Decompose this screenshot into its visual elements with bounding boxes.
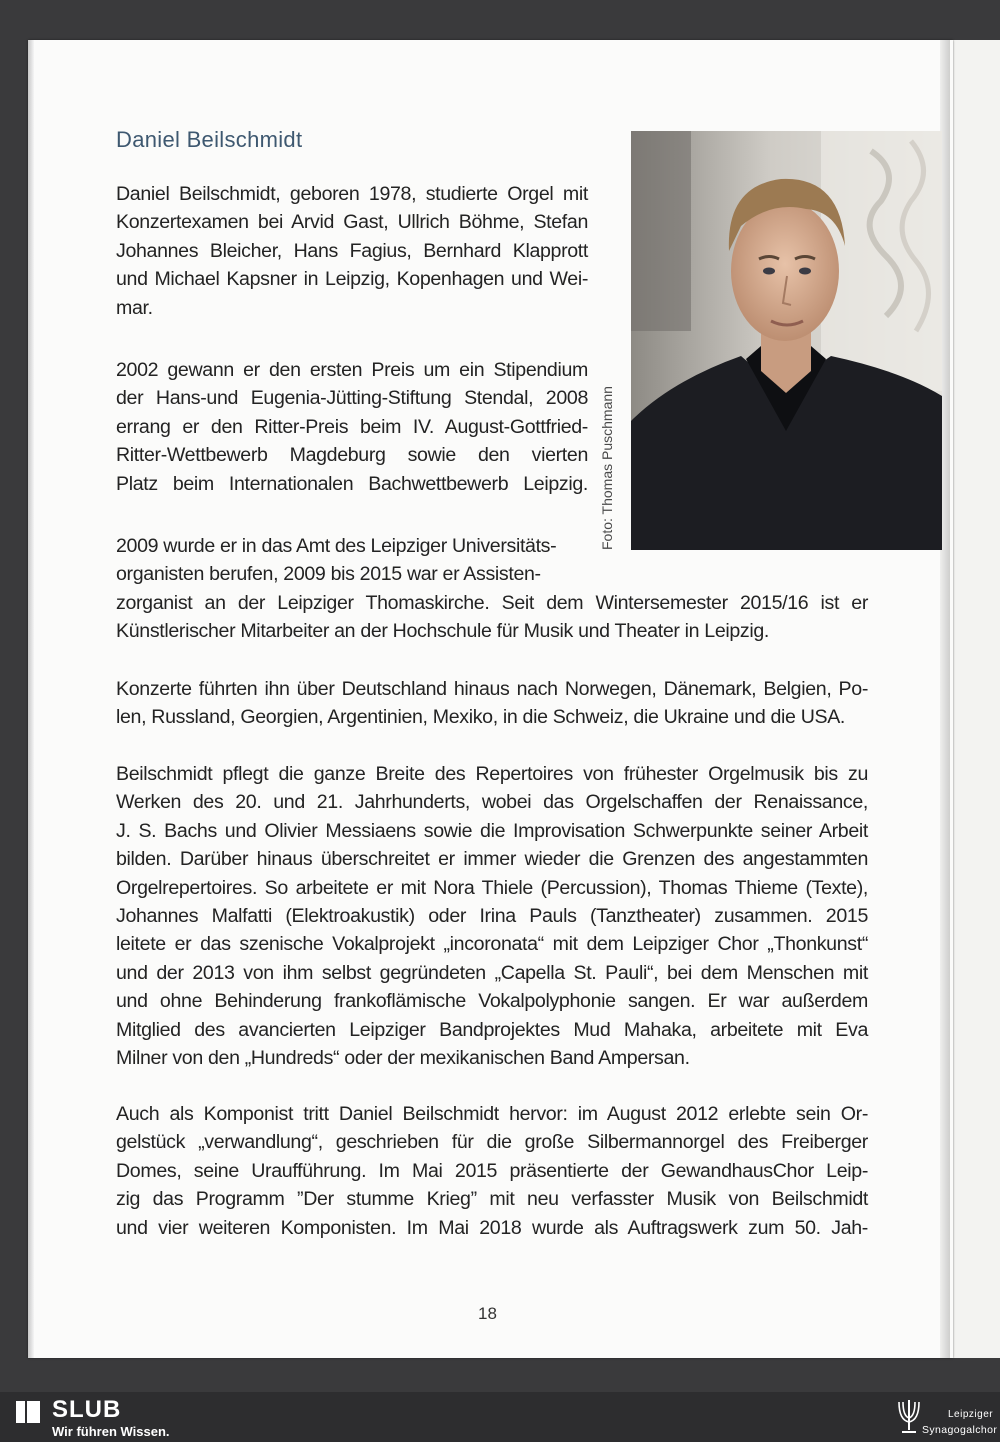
text-line: Werken des 20. und 21. Jahrhunderts, wobei das Orgelschaffen der Renaissance, [116, 791, 868, 814]
slub-tagline: Wir führen Wissen. [52, 1424, 170, 1439]
text-line: mar. [116, 296, 153, 319]
slub-logo-text[interactable]: SLUB [52, 1396, 122, 1423]
text-line: len, Russland, Georgien, Argentinien, Mexiko, in die Schweiz, die Ukraine und die USA. [116, 706, 846, 729]
text-line: Daniel Beilschmidt, geboren 1978, studierte Orgel mit [116, 183, 588, 205]
choir-logo-line1: Leipziger [948, 1409, 994, 1420]
text-line: Künstlerischer Mitarbeiter an der Hochschule für Musik und Theater in Leipzig. [116, 620, 770, 643]
text-line: der Hans-und Eugenia-Jütting-Stiftung Stendal, 2008 [116, 387, 588, 410]
text-line: Konzertexamen bei Arvid Gast, Ullrich Böhme, Stefan [116, 211, 588, 234]
text-line: leitete er das szenische Vokalprojekt „incoronata“ mit dem Leipziger Chor „Thonkunst“ [116, 933, 868, 956]
photo-credit: Foto: Thomas Puschmann [599, 386, 615, 550]
paragraph-awards [116, 356, 588, 498]
text-line: errang er den Ritter-Preis beim IV. August-Gottfried- [116, 415, 588, 438]
text-line: gelstück „verwandlung“, geschrieben für die große Silbermannorgel des Freiberger [116, 1131, 868, 1154]
text-line: organisten berufen, 2009 bis 2015 war er Assisten- [116, 563, 541, 586]
text-line: Beilschmidt pflegt die ganze Breite des Repertoires von frühester Orgelmusik bis zu [116, 763, 868, 785]
text-line: und Michael Kapsner in Leipzig, Kopenhagen und Wei- [116, 268, 588, 291]
text-line: bilden. Darüber hinaus überschreitet er immer wieder die Grenzen des angestammten [116, 848, 868, 871]
facing-page-edge [946, 40, 1000, 1358]
text-line: Mitglied des avancierten Leipziger Bandprojektes Mud Mahaka, arbeitete mit Eva [116, 1018, 868, 1041]
text-line: J. S. Bachs und Olivier Messiaens sowie die Improvisation Schwerpunkte seiner Arbeit [116, 819, 868, 842]
paragraph-concerts [116, 675, 868, 732]
text-line: Domes, seine Uraufführung. Im Mai 2015 präsentierte der GewandhausChor Leip- [116, 1159, 868, 1182]
text-line: Ritter-Wettbewerb Magdeburg sowie den vierten [116, 444, 588, 467]
page-left-edge [28, 40, 34, 1358]
text-line: 2009 wurde er in das Amt des Leipziger Universitäts- [116, 535, 557, 557]
text-line: zig das Programm ”Der stumme Krieg” mit neu verfasster Musik von Beilschmidt [116, 1188, 868, 1211]
text-line: und der 2013 von ihm selbst gegründeten „Capella St. Pauli“, bei dem Menschen mit [116, 961, 868, 984]
text-line: Johannes Bleicher, Hans Fagius, Bernhard Klapprott [116, 239, 588, 262]
portrait-illustration [631, 131, 942, 550]
text-line: Johannes Malfatti (Elektroakustik) oder Irina Pauls (Tanztheater) zusammen. 2015 [116, 905, 868, 928]
text-line: Orgelrepertoires. So arbeitete er mit Nora Thiele (Percussion), Thomas Thieme (Texte), [116, 876, 868, 899]
portrait-photo [631, 131, 942, 550]
choir-logo-line2: Synagogalchor [922, 1424, 998, 1436]
slub-book-icon[interactable] [14, 1399, 42, 1430]
text-line: Auch als Komponist tritt Daniel Beilschmidt hervor: im August 2012 erlebte sein Or- [116, 1103, 868, 1125]
paragraph-repertoire [116, 760, 868, 1072]
paragraph-composer [116, 1100, 868, 1242]
text-line: und ohne Behinderung frankoflämische Vokalpolyphonie sangen. Er war außerdem [116, 990, 868, 1013]
paragraph-education [116, 180, 588, 322]
menorah-icon [896, 1394, 922, 1441]
text-line: und vier weiteren Komponisten. Im Mai 2018 wurde als Auftragswerk zum 50. Jah- [116, 1216, 868, 1239]
text-line: Milner von den „Hundreds“ oder der mexikanischen Band Ampersan. [116, 1047, 690, 1070]
text-line: Konzerte führten ihn über Deutschland hinaus nach Norwegen, Dänemark, Belgien, Po- [116, 678, 868, 700]
text-line: zorganist an der Leipziger Thomaskirche. Seit dem Wintersemester 2015/16 ist er [116, 591, 868, 614]
text-line: 2002 gewann er den ersten Preis um ein Stipendium [116, 359, 588, 381]
text-line: Platz beim Internationalen Bachwettbewerb Leipzig. [116, 472, 588, 495]
page-heading: Daniel Beilschmidt [116, 127, 303, 152]
page-number: 18 [478, 1304, 497, 1323]
